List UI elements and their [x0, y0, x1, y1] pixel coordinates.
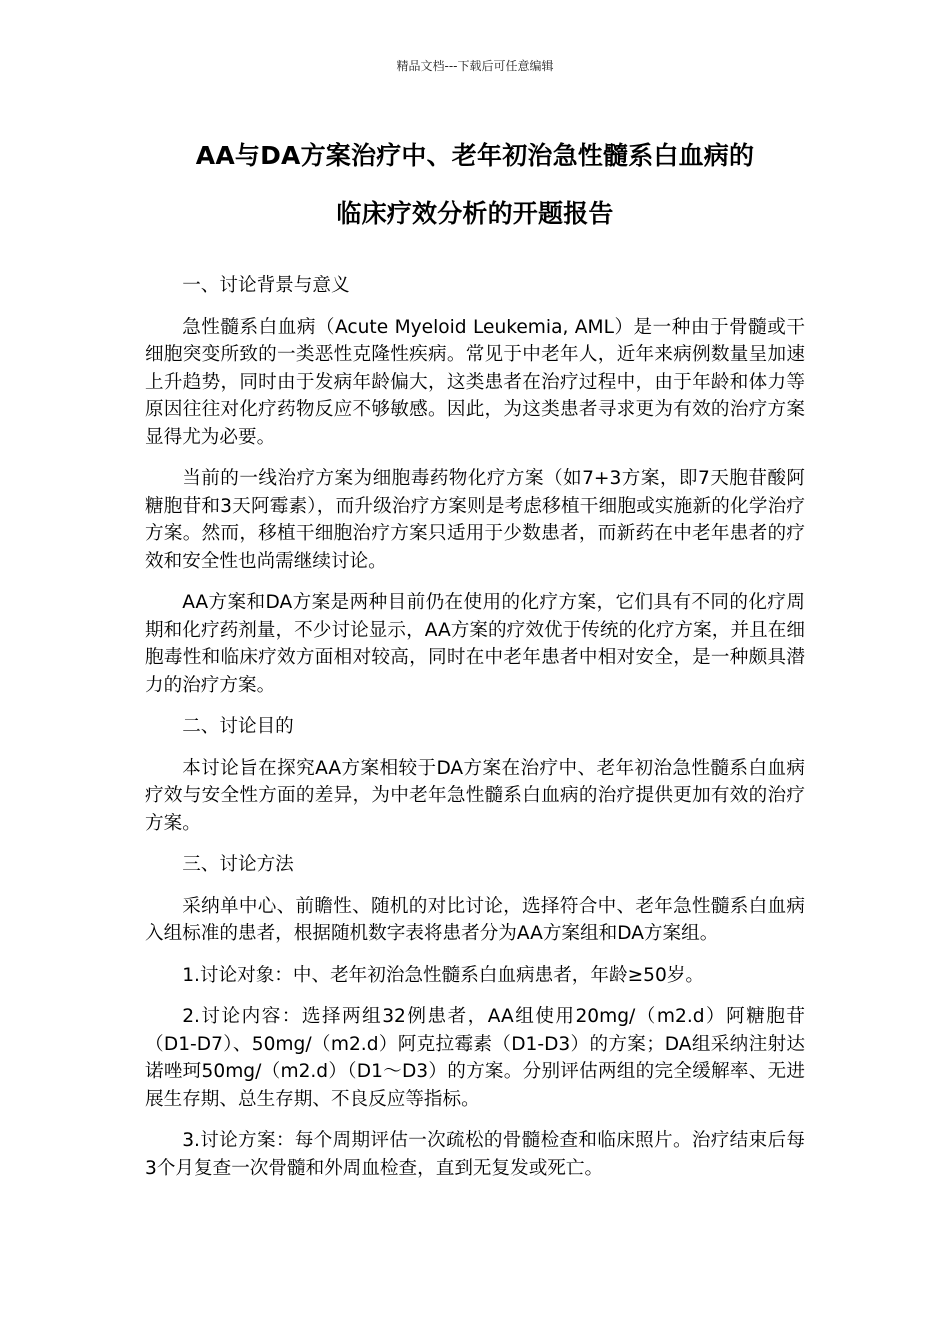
paragraph-background-3: AA方案和DA方案是两种目前仍在使用的化疗方案，它们具有不同的化疗周期和化疗药剂量，不少讨论显示，AA方案的疗效优于传统的化疗方案，并且在细胞毒性和临床疗效方面相对较高，同时在中老年患者中相对安全，是一种颇具潜力的治疗方案。	[145, 592, 805, 696]
paragraph-methods-content: 2.讨论内容：选择两组32例患者，AA组使用20mg/（m2.d）阿糖胞苷（D1-D7）、50mg/（m2.d）阿克拉霉素（D1-D3）的方案；DA组采纳注射达诺唑珂50mg/（m2.d）（D1～D3）的方案。分别评估两组的完全缓解率、无进展生存期、总生存期、不良反应等指标。	[145, 1006, 805, 1110]
paragraph-methods-plan: 3.讨论方案：每个周期评估一次疏松的骨髓检查和临床照片。治疗结束后每3个月复查一次骨髓和外周血检查，直到无复发或死亡。	[145, 1130, 805, 1179]
document-title-line-1: AA与DA方案治疗中、老年初治急性髓系白血病的	[195, 141, 755, 170]
document-title-line-2: 临床疗效分析的开题报告	[336, 199, 614, 228]
paragraph-methods-1: 采纳单中心、前瞻性、随机的对比讨论，选择符合中、老年急性髓系白血病入组标准的患者，根据随机数字表将患者分为AA方案组和DA方案组。	[145, 895, 805, 944]
paragraph-background-2: 当前的一线治疗方案为细胞毒药物化疗方案（如7+3方案，即7天胞苷酸阿糖胞苷和3天阿霉素），而升级治疗方案则是考虑移植干细胞或实施新的化学治疗方案。然而，移植干细胞治疗方案只适用于少数患者，而新药在中老年患者的疗效和安全性也尚需继续讨论。	[145, 468, 805, 572]
header-note: 精品文档---下载后可任意编辑	[396, 59, 554, 73]
paragraph-background-1: 急性髓系白血病（Acute Myeloid Leukemia, AML）是一种由于骨髓或干细胞突变所致的一类恶性克隆性疾病。常见于中老年人，近年来病例数量呈加速上升趋势，同时由于发病年龄偏大，这类患者在治疗过程中，由于年龄和体力等原因往往对化疗药物反应不够敏感。因此，为这类患者寻求更为有效的治疗方案显得尤为必要。	[145, 316, 805, 448]
document-body	[145, 272, 805, 1196]
section-heading-background: 一、讨论背景与意义	[182, 275, 350, 296]
section-heading-purpose: 二、讨论目的	[182, 716, 294, 737]
paragraph-purpose: 本讨论旨在探究AA方案相较于DA方案在治疗中、老年初治急性髓系白血病疗效与安全性方面的差异，为中老年急性髓系白血病的治疗提供更加有效的治疗方案。	[145, 757, 805, 834]
paragraph-methods-subjects: 1.讨论对象：中、老年初治急性髓系白血病患者，年龄≥50岁。	[182, 964, 705, 986]
section-heading-methods: 三、讨论方法	[182, 854, 294, 875]
